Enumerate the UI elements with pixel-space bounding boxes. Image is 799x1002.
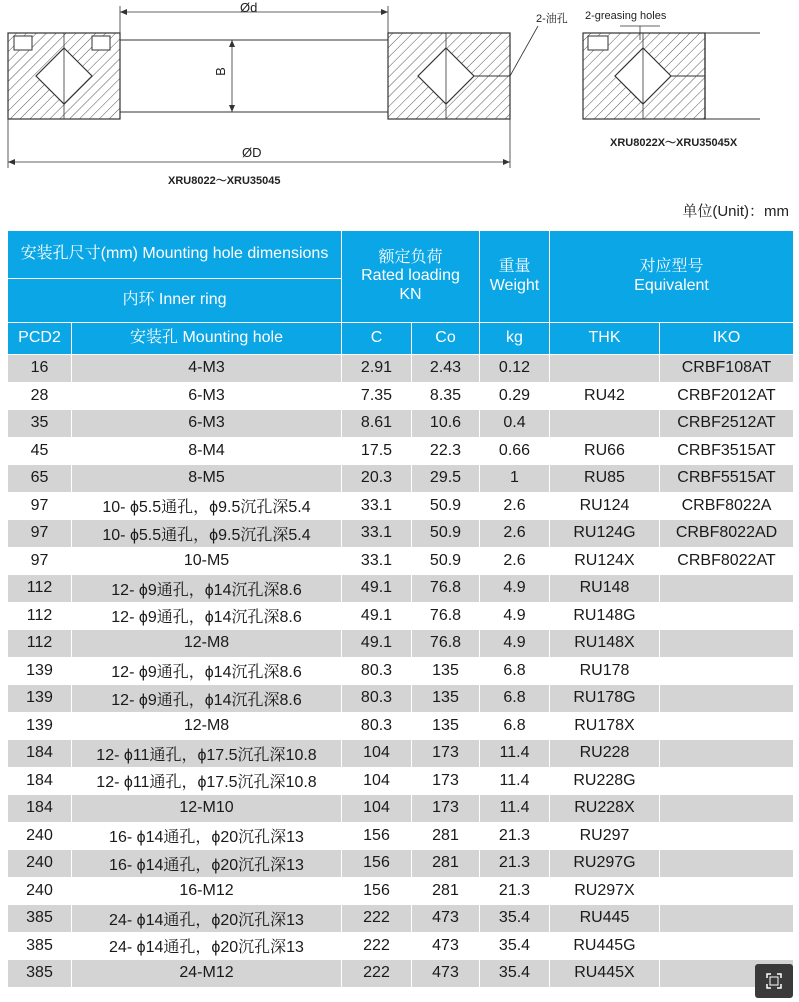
thk-cell: RU124X xyxy=(550,547,660,575)
mounting-hole-cell: 10-M5 xyxy=(72,547,342,575)
weight-en: Weight xyxy=(489,276,540,294)
iko-cell xyxy=(660,712,794,740)
c-cell: 222 xyxy=(342,960,412,988)
weight-cell: 11.4 xyxy=(480,767,550,795)
co-cell: 473 xyxy=(412,905,480,933)
thk-cell: RU228G xyxy=(550,767,660,795)
thk-cell: RU66 xyxy=(550,437,660,465)
rated-loading-header xyxy=(342,231,480,323)
pcd2-cell: 385 xyxy=(8,905,72,933)
mounting-hole-cell: 12- ϕ11通孔，ϕ17.5沉孔深10.8 xyxy=(72,740,342,768)
c-cell: 104 xyxy=(342,740,412,768)
mounting-hole-cell: 16- ϕ14通孔，ϕ20沉孔深13 xyxy=(72,822,342,850)
mounting-hole-cell: 12- ϕ9通孔，ϕ14沉孔深8.6 xyxy=(72,575,342,603)
weight-cell: 35.4 xyxy=(480,905,550,933)
iko-cell xyxy=(660,877,794,905)
pcd2-cell: 97 xyxy=(8,520,72,548)
mounting-hole-cell: 16-M12 xyxy=(72,877,342,905)
pcd2-cell: 112 xyxy=(8,630,72,658)
mounting-dimensions-header: 安装孔尺寸(mm) Mounting hole dimensions xyxy=(8,231,342,279)
table-row xyxy=(8,795,794,823)
weight-cell: 0.29 xyxy=(480,382,550,410)
c-cell: 20.3 xyxy=(342,465,412,493)
co-cell: 173 xyxy=(412,795,480,823)
rated-loading-cn: 额定负荷 xyxy=(378,248,443,266)
table-row xyxy=(8,932,794,960)
thk-cell: RU124G xyxy=(550,520,660,548)
weight-cell: 35.4 xyxy=(480,960,550,988)
dim-B-label: B xyxy=(212,67,228,76)
iko-cell: CRBF2512AT xyxy=(660,410,794,438)
bearing-cross-section-drawing xyxy=(0,0,799,195)
iko-cell xyxy=(660,822,794,850)
table-row xyxy=(8,437,794,465)
dim-D-label: ØD xyxy=(242,145,262,160)
iko-cell xyxy=(660,740,794,768)
c-cell: 2.91 xyxy=(342,355,412,383)
weight-header xyxy=(480,231,550,323)
table-row xyxy=(8,630,794,658)
iko-cell xyxy=(660,905,794,933)
co-cell: 173 xyxy=(412,767,480,795)
co-cell: 281 xyxy=(412,877,480,905)
mounting-hole-cell: 12- ϕ11通孔，ϕ17.5沉孔深10.8 xyxy=(72,767,342,795)
mounting-hole-cell: 4-M3 xyxy=(72,355,342,383)
pcd2-header: PCD2 xyxy=(8,323,72,355)
co-cell: 281 xyxy=(412,822,480,850)
equivalent-en: Equivalent xyxy=(634,276,709,294)
pcd2-cell: 240 xyxy=(8,822,72,850)
mounting-hole-cell: 12- ϕ9通孔，ϕ14沉孔深8.6 xyxy=(72,657,342,685)
mounting-hole-cell: 10- ϕ5.5通孔，ϕ9.5沉孔深5.4 xyxy=(72,492,342,520)
thk-cell xyxy=(550,410,660,438)
table-row xyxy=(8,410,794,438)
iko-cell xyxy=(660,795,794,823)
left-drawing-caption: XRU8022～XRU35045 xyxy=(168,175,281,187)
weight-cell: 2.6 xyxy=(480,547,550,575)
mounting-hole-cell: 12- ϕ9通孔，ϕ14沉孔深8.6 xyxy=(72,685,342,713)
equivalent-cn: 对应型号 xyxy=(639,258,704,276)
table-row xyxy=(8,905,794,933)
thk-cell: RU297X xyxy=(550,877,660,905)
weight-cell: 21.3 xyxy=(480,822,550,850)
weight-cell: 11.4 xyxy=(480,740,550,768)
pcd2-cell: 385 xyxy=(8,932,72,960)
iko-cell xyxy=(660,657,794,685)
iko-cell xyxy=(660,850,794,878)
table-row xyxy=(8,547,794,575)
co-cell: 76.8 xyxy=(412,630,480,658)
thk-cell: RU297G xyxy=(550,850,660,878)
table-row xyxy=(8,520,794,548)
thk-cell: RU124 xyxy=(550,492,660,520)
kg-header: kg xyxy=(480,323,550,355)
table-row xyxy=(8,575,794,603)
rated-loading-en: Rated loading xyxy=(361,267,460,285)
pcd2-cell: 184 xyxy=(8,795,72,823)
table-row xyxy=(8,712,794,740)
table-row xyxy=(8,877,794,905)
pcd2-cell: 28 xyxy=(8,382,72,410)
pcd2-cell: 112 xyxy=(8,602,72,630)
pcd2-cell: 139 xyxy=(8,712,72,740)
weight-cell: 11.4 xyxy=(480,795,550,823)
mounting-hole-cell: 12-M8 xyxy=(72,630,342,658)
c-cell: 8.61 xyxy=(342,410,412,438)
pcd2-cell: 240 xyxy=(8,877,72,905)
table-row xyxy=(8,355,794,383)
mounting-hole-header: 安装孔 Mounting hole xyxy=(72,323,342,355)
pcd2-cell: 112 xyxy=(8,575,72,603)
mounting-hole-cell: 12- ϕ9通孔，ϕ14沉孔深8.6 xyxy=(72,602,342,630)
weight-cell: 35.4 xyxy=(480,932,550,960)
mounting-hole-cell: 16- ϕ14通孔，ϕ20沉孔深13 xyxy=(72,850,342,878)
pcd2-cell: 97 xyxy=(8,547,72,575)
equivalent-header xyxy=(550,231,794,323)
weight-cell: 6.8 xyxy=(480,657,550,685)
pcd2-cell: 16 xyxy=(8,355,72,383)
co-cell: 22.3 xyxy=(412,437,480,465)
mounting-hole-cell: 8-M5 xyxy=(72,465,342,493)
thk-cell: RU297 xyxy=(550,822,660,850)
pcd2-cell: 65 xyxy=(8,465,72,493)
right-drawing-caption: XRU8022X～XRU35045X xyxy=(610,137,738,149)
iko-cell xyxy=(660,685,794,713)
c-cell: 33.1 xyxy=(342,520,412,548)
table-row xyxy=(8,602,794,630)
c-cell: 49.1 xyxy=(342,630,412,658)
thk-cell: RU445X xyxy=(550,960,660,988)
iko-cell: CRBF108AT xyxy=(660,355,794,383)
weight-cell: 0.66 xyxy=(480,437,550,465)
mounting-hole-cell: 24-M12 xyxy=(72,960,342,988)
unit-label: 单位(Unit)：mm xyxy=(682,203,789,220)
co-cell: 135 xyxy=(412,657,480,685)
weight-cell: 4.9 xyxy=(480,575,550,603)
thk-cell: RU148X xyxy=(550,630,660,658)
table-row xyxy=(8,740,794,768)
weight-cell: 21.3 xyxy=(480,877,550,905)
weight-cell: 6.8 xyxy=(480,712,550,740)
c-cell: 222 xyxy=(342,905,412,933)
mounting-hole-cell: 24- ϕ14通孔，ϕ20沉孔深13 xyxy=(72,905,342,933)
spec-table-body xyxy=(8,355,794,988)
pcd2-cell: 139 xyxy=(8,685,72,713)
co-cell: 76.8 xyxy=(412,575,480,603)
weight-cell: 1 xyxy=(480,465,550,493)
thk-cell: RU445 xyxy=(550,905,660,933)
c-cell: 104 xyxy=(342,795,412,823)
co-cell: 135 xyxy=(412,685,480,713)
c-cell: 33.1 xyxy=(342,492,412,520)
pcd2-cell: 97 xyxy=(8,492,72,520)
iko-cell xyxy=(660,630,794,658)
c-cell: 80.3 xyxy=(342,685,412,713)
header-row-1 xyxy=(8,231,794,279)
thk-cell: RU178X xyxy=(550,712,660,740)
c-cell: 49.1 xyxy=(342,575,412,603)
iko-cell: CRBF8022AT xyxy=(660,547,794,575)
table-row xyxy=(8,960,794,988)
pcd2-cell: 139 xyxy=(8,657,72,685)
c-cell: 33.1 xyxy=(342,547,412,575)
iko-cell xyxy=(660,602,794,630)
thk-cell: RU445G xyxy=(550,932,660,960)
header-row-3 xyxy=(8,323,794,355)
table-row xyxy=(8,767,794,795)
fullscreen-icon xyxy=(766,973,782,989)
iko-cell: CRBF8022A xyxy=(660,492,794,520)
mounting-hole-cell: 10- ϕ5.5通孔，ϕ9.5沉孔深5.4 xyxy=(72,520,342,548)
mounting-hole-cell: 12-M10 xyxy=(72,795,342,823)
table-row xyxy=(8,492,794,520)
thk-cell: RU85 xyxy=(550,465,660,493)
c-cell: 156 xyxy=(342,822,412,850)
thk-cell: RU42 xyxy=(550,382,660,410)
iko-cell xyxy=(660,932,794,960)
weight-cell: 2.6 xyxy=(480,492,550,520)
pcd2-cell: 240 xyxy=(8,850,72,878)
pcd2-cell: 184 xyxy=(8,767,72,795)
co-cell: 50.9 xyxy=(412,547,480,575)
co-cell: 2.43 xyxy=(412,355,480,383)
c-cell: 49.1 xyxy=(342,602,412,630)
thk-cell xyxy=(550,355,660,383)
co-cell: 473 xyxy=(412,960,480,988)
co-cell: 50.9 xyxy=(412,492,480,520)
pcd2-cell: 184 xyxy=(8,740,72,768)
thk-cell: RU178G xyxy=(550,685,660,713)
iko-cell xyxy=(660,767,794,795)
iko-header: IKO xyxy=(660,323,794,355)
pcd2-cell: 45 xyxy=(8,437,72,465)
co-cell: 173 xyxy=(412,740,480,768)
co-cell: 76.8 xyxy=(412,602,480,630)
c-cell: 222 xyxy=(342,932,412,960)
pcd2-cell: 35 xyxy=(8,410,72,438)
inner-ring-header: 内环 Inner ring xyxy=(8,279,342,323)
co-cell: 281 xyxy=(412,850,480,878)
iko-cell: CRBF2012AT xyxy=(660,382,794,410)
greasing-holes-label: 2-greasing holes xyxy=(585,10,667,22)
iko-cell: CRBF8022AD xyxy=(660,520,794,548)
c-cell: 104 xyxy=(342,767,412,795)
pcd2-cell: 385 xyxy=(8,960,72,988)
c-cell: 80.3 xyxy=(342,657,412,685)
thk-cell: RU148G xyxy=(550,602,660,630)
table-row xyxy=(8,822,794,850)
co-cell: 50.9 xyxy=(412,520,480,548)
fullscreen-button[interactable] xyxy=(755,964,793,998)
table-row xyxy=(8,657,794,685)
oil-hole-label: 2-油孔 xyxy=(536,13,568,25)
weight-cell: 21.3 xyxy=(480,850,550,878)
weight-cell: 0.4 xyxy=(480,410,550,438)
co-cell: 473 xyxy=(412,932,480,960)
thk-cell: RU178 xyxy=(550,657,660,685)
mounting-hole-cell: 6-M3 xyxy=(72,410,342,438)
weight-cell: 6.8 xyxy=(480,685,550,713)
iko-cell: CRBF3515AT xyxy=(660,437,794,465)
co-cell: 29.5 xyxy=(412,465,480,493)
c-cell: 156 xyxy=(342,877,412,905)
co-header: Co xyxy=(412,323,480,355)
table-row xyxy=(8,685,794,713)
c-cell: 80.3 xyxy=(342,712,412,740)
table-row xyxy=(8,465,794,493)
table-row xyxy=(8,382,794,410)
thk-cell: RU148 xyxy=(550,575,660,603)
iko-cell xyxy=(660,575,794,603)
rated-loading-unit: KN xyxy=(399,285,422,303)
c-cell: 7.35 xyxy=(342,382,412,410)
weight-cell: 2.6 xyxy=(480,520,550,548)
weight-cell: 0.12 xyxy=(480,355,550,383)
mounting-hole-cell: 8-M4 xyxy=(72,437,342,465)
mounting-hole-cell: 6-M3 xyxy=(72,382,342,410)
mounting-hole-cell: 12-M8 xyxy=(72,712,342,740)
c-header: C xyxy=(342,323,412,355)
c-cell: 156 xyxy=(342,850,412,878)
thk-cell: RU228 xyxy=(550,740,660,768)
bearing-drawings xyxy=(0,0,799,195)
spec-table xyxy=(7,230,794,988)
weight-cn: 重量 xyxy=(498,258,531,276)
co-cell: 8.35 xyxy=(412,382,480,410)
thk-header: THK xyxy=(550,323,660,355)
co-cell: 10.6 xyxy=(412,410,480,438)
table-row xyxy=(8,850,794,878)
thk-cell: RU228X xyxy=(550,795,660,823)
c-cell: 17.5 xyxy=(342,437,412,465)
iko-cell: CRBF5515AT xyxy=(660,465,794,493)
mounting-hole-cell: 24- ϕ14通孔，ϕ20沉孔深13 xyxy=(72,932,342,960)
co-cell: 135 xyxy=(412,712,480,740)
weight-cell: 4.9 xyxy=(480,630,550,658)
dim-d-label: Ød xyxy=(240,0,258,15)
weight-cell: 4.9 xyxy=(480,602,550,630)
